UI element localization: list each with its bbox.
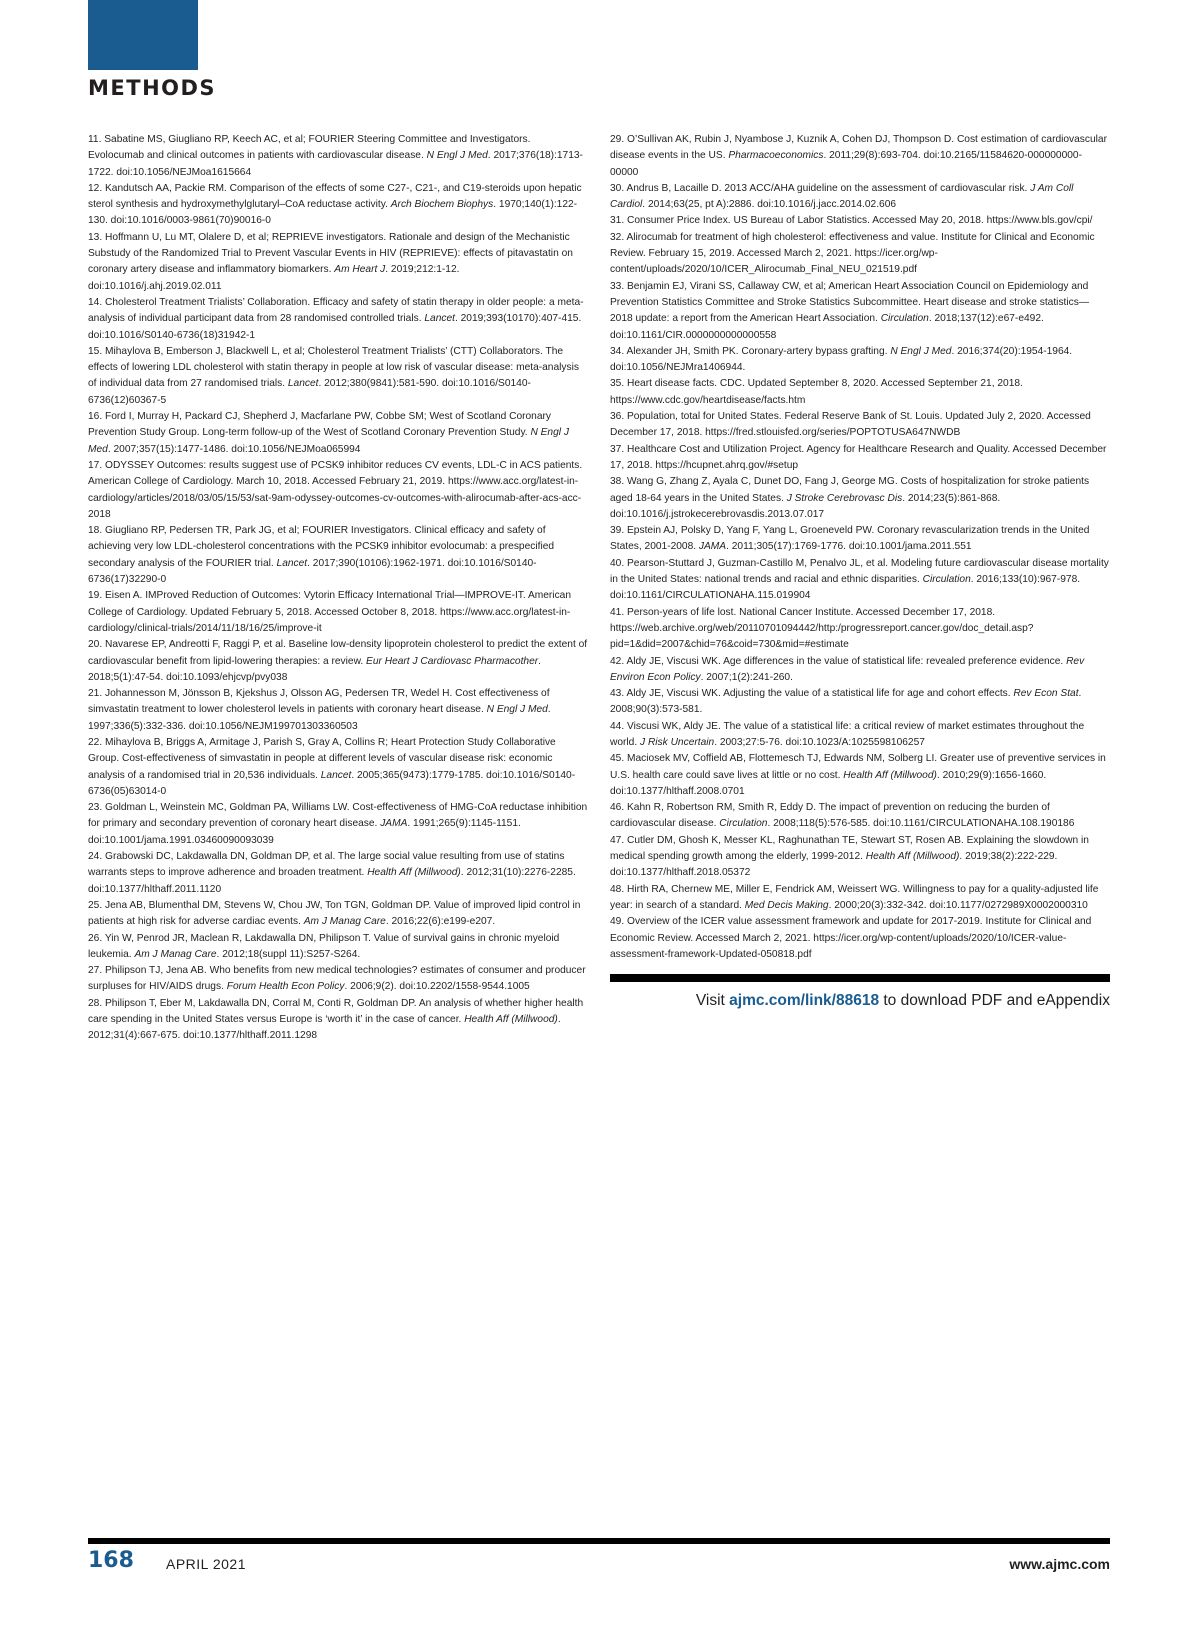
reference-text: Epstein AJ, Polsky D, Yang F, Yang L, Groeneveld PW. Coronary revascularization trends in the United States, 2001-2008. [610, 525, 1090, 553]
reference-item [610, 230, 1110, 279]
reference-number: 24. [88, 851, 103, 863]
reference-citation: . 2014;23(5):861-868. doi:10.1016/j.jstrokecerebrovasdis.2013.07.017 [610, 492, 1001, 520]
reference-journal: Health Aff (Millwood) [464, 1014, 558, 1026]
reference-citation: . 2017;376(18):1713-1722. doi:10.1056/NEJMoa1615664 [88, 150, 583, 178]
reference-text: Giugliano RP, Pedersen TR, Park JG, et al; FOURIER Investigators. Clinical efficacy and safety of achieving very low LDL-cholesterol concentrations with the PCSK9 inhibitor evolocumab: a prespecified secondary analysis of the FOURIER trial. [88, 525, 555, 569]
reference-number: 32. [610, 231, 625, 243]
reference-citation: . 2012;31(4):667-675. doi:10.1377/hlthaff.2011.1298 [88, 1014, 561, 1042]
reference-text: Benjamin EJ, Virani SS, Callaway CW, et al; American Heart Association Council on Epidemiology and Prevention Statistics Committee and Stroke Statistics Subcommittee. Heart disease and stroke statistics—2018 update: a report from the American Heart Association. [610, 280, 1090, 325]
reference-item [610, 800, 1110, 833]
reference-journal: Health Aff (Millwood) [367, 867, 461, 879]
reference-number: 25. [88, 899, 103, 911]
reference-number: 49. [610, 916, 625, 928]
reference-text: Hirth RA, Chernew ME, Miller E, Fendrick AM, Weissert WG. Willingness to pay for a quality-adjusted life year: in search of a standard. [610, 883, 1099, 911]
reference-text: Population, total for United States. Federal Reserve Bank of St. Louis. Updated July 2, 2020. Accessed December 17, 2018. https://fred.stlouisfed.org/series/POPTOTUSA647NWDB [610, 411, 1091, 439]
reference-journal: N Engl J Med [486, 704, 548, 716]
page-number: 168 [88, 1548, 134, 1573]
reference-text: Philipson T, Eber M, Lakdawalla DN, Corral M, Conti R, Goldman DP. An analysis of whether higher health care spending in the United States versus Europe is ‘worth it’ in the case of cancer. [88, 997, 584, 1026]
reference-citation: . 2019;212:1-12. doi:10.1016/j.ahj.2019.02.011 [88, 264, 460, 292]
reference-citation: . 2019;38(2):222-229. doi:10.1377/hlthaff.2018.05372 [610, 851, 1058, 879]
reference-journal: Am J Manag Care [134, 948, 217, 960]
reference-journal: Forum Health Econ Policy [226, 981, 345, 993]
footer-divider [88, 1538, 1110, 1544]
reference-item [88, 931, 588, 964]
reference-journal: Rev Econ Stat [1013, 688, 1079, 700]
reference-number: 21. [88, 688, 103, 700]
reference-journal: Rev Environ Econ Policy [610, 655, 1085, 683]
reference-item [88, 230, 588, 295]
reference-number: 46. [610, 802, 625, 814]
reference-citation: . 1991;265(9):1145-1151. doi:10.1001/jama.1991.03460090093039 [88, 818, 521, 846]
reference-journal: Eur Heart J Cardiovasc Pharmacother [366, 655, 539, 667]
reference-text: Sabatine MS, Giugliano RP, Keech AC, et al; FOURIER Steering Committee and Investigators. Evolocumab and clinical outcomes in patients with cardiovascular disease. [88, 134, 531, 162]
reference-number: 34. [610, 345, 625, 357]
reference-item [610, 409, 1110, 442]
reference-number: 35. [610, 378, 625, 390]
reference-item [88, 996, 588, 1045]
reference-number: 29. [610, 134, 625, 145]
reference-number: 16. [88, 411, 103, 423]
reference-citation: . 2016;133(10):967-978. doi:10.1161/CIRCULATIONAHA.115.019904 [610, 574, 1081, 602]
reference-journal: Health Aff (Millwood) [865, 851, 960, 863]
site-url[interactable]: www.ajmc.com [1009, 1556, 1110, 1572]
reference-journal: Lancet [287, 378, 319, 390]
reference-number: 12. [88, 182, 103, 194]
reference-citation: . 2016;22(6):e199-e207. [385, 916, 496, 928]
reference-item [88, 849, 588, 898]
reference-item [610, 213, 1110, 229]
reference-journal: Circulation [922, 574, 971, 586]
reference-text: Cholesterol Treatment Trialists’ Collaboration. Efficacy and safety of statin therapy in older people: a meta-analysis of individual participant data from 28 randomised controlled trials. [88, 296, 584, 325]
reference-number: 30. [610, 182, 625, 194]
reference-journal: J Am Coll Cardiol [610, 182, 1074, 211]
reference-item [88, 637, 588, 686]
reference-item [88, 898, 588, 931]
reference-item [88, 588, 588, 637]
section-title: METHODS [88, 76, 217, 100]
reference-number: 37. [610, 443, 625, 455]
reference-text: Kahn R, Robertson RM, Smith R, Eddy D. The impact of prevention on reducing the burden of cardiovascular disease. [610, 802, 1050, 830]
reference-item [88, 409, 588, 458]
reference-journal: Am J Manag Care [303, 916, 386, 928]
download-link[interactable]: ajmc.com/link/88618 [729, 992, 880, 1009]
reference-citation: . 2018;137(12):e67-e492. doi:10.1161/CIR.0000000000000558 [610, 313, 1044, 341]
reference-item [88, 295, 588, 344]
reference-number: 26. [88, 932, 103, 944]
issue-date: APRIL 2021 [166, 1556, 246, 1572]
reference-text: Viscusi WK, Aldy JE. The value of a statistical life: a critical review of market estimates throughout the world. [610, 720, 1085, 748]
reference-text: Philipson TJ, Jena AB. Who benefits from new medical technologies? estimates of consumer and producer surpluses for HIV/AIDS drugs. [88, 965, 586, 993]
reference-text: O’Sullivan AK, Rubin J, Nyambose J, Kuznik A, Cohen DJ, Thompson D. Cost estimation of cardiovascular disease events in the US. [610, 134, 1107, 162]
reference-text: Mihaylova B, Briggs A, Armitage J, Parish S, Gray A, Collins R; Heart Protection Study Collaborative Group. Cost-effectiveness of simvastatin in people at different levels of vascular disease risk: economic analysis of a randomised trial in 20,536 individuals. [88, 736, 556, 781]
reference-journal: N Engl J Med [88, 427, 569, 455]
reference-citation: . 1970;140(1):122-130. doi:10.1016/0003-9861(70)90016-0 [88, 199, 578, 227]
reference-item [88, 132, 588, 181]
reference-number: 17. [88, 459, 103, 471]
reference-number: 43. [610, 688, 625, 700]
reference-citation: . 2007;1(2):241-260. [700, 671, 793, 683]
reference-journal: Arch Biochem Biophys [390, 199, 494, 211]
reference-number: 38. [610, 476, 625, 488]
reference-citation: . 1997;336(5):332-336. doi:10.1056/NEJM199701303360503 [88, 704, 551, 732]
reference-number: 45. [610, 753, 625, 765]
reference-item [610, 181, 1110, 214]
reference-journal: Pharmacoeconomics [728, 150, 824, 162]
reference-number: 47. [610, 834, 625, 846]
reference-number: 48. [610, 883, 625, 895]
reference-journal: N Engl J Med [890, 345, 952, 357]
reference-item [610, 719, 1110, 752]
reference-item [88, 181, 588, 230]
reference-number: 13. [88, 231, 103, 243]
reference-text: Jena AB, Blumenthal DM, Stevens W, Chou JW, Ton TGN, Goldman DP. Value of improved lipid control in patients at high risk for adverse cardiac events. [88, 899, 581, 928]
section-color-tab [88, 0, 198, 70]
reference-text: Aldy JE, Viscusi WK. Age differences in the value of statistical life: revealed preference evidence. [626, 655, 1067, 667]
reference-text: ODYSSEY Outcomes: results suggest use of PCSK9 inhibitor reduces CV events, LDL-C in ACS patients. American College of Cardiology. March 10, 2018. Accessed February 21, 2019. https://www.acc.org/latest-in-cardiology/articles/2018/03/05/15/53/sat-9am-odyssey-outcomes-cv-outcomes-with-alirocumab-after-acs-acc-2018 [88, 459, 583, 520]
reference-citation: . 2010;29(9):1656-1660. doi:10.1377/hlthaff.2008.0701 [610, 769, 1047, 797]
reference-text: Overview of the ICER value assessment framework and update for 2017-2019. Institute for Clinical and Economic Review. Accessed March 2, 2021. https://icer.org/wp-content/uploads/2020/10/ICER-value-assessment-framework-Updated-050818.pdf [610, 916, 1092, 960]
reference-citation: . 2008;118(5):576-585. doi:10.1161/CIRCULATIONAHA.108.190186 [767, 818, 1075, 830]
reference-item [610, 605, 1110, 654]
reference-citation: . 2012;380(9841):581-590. doi:10.1016/S0140-6736(12)60367-5 [88, 378, 531, 406]
download-suffix: to download PDF and eAppendix [879, 992, 1110, 1009]
reference-journal: Circulation [880, 313, 929, 325]
reference-item [88, 344, 588, 409]
reference-citation: . 2006;9(2). doi:10.2202/1558-9544.1005 [344, 981, 530, 993]
reference-journal: Circulation [719, 818, 768, 830]
reference-item [88, 735, 588, 800]
reference-journal: N Engl J Med [426, 150, 488, 162]
reference-text: Wang G, Zhang Z, Ayala C, Dunet DO, Fang J, George MG. Costs of hospitalization for stroke patients aged 18-64 years in the United States. [610, 476, 1090, 504]
reference-journal: Lancet [424, 313, 455, 325]
reference-citation: . 2007;357(15):1477-1486. doi:10.1056/NEJMoa065994 [107, 443, 361, 455]
reference-text: Aldy JE, Viscusi WK. Adjusting the value of a statistical life for age and cohort effects. [626, 688, 1014, 700]
reference-text: Alirocumab for treatment of high cholesterol: effectiveness and value. Institute for Clinical and Economic Review. February 15, 2019. Accessed March 2, 2021. https://icer.org/wp-content/uploads/2020/10/ICER_Alirocumab_Final_NEU_021519.pdf [610, 231, 1095, 276]
reference-journal: Health Aff (Millwood) [843, 769, 937, 781]
reference-item [88, 458, 588, 523]
reference-text: Kandutsch AA, Packie RM. Comparison of the effects of some C27-, C21-, and C19-steroids upon hepatic sterol synthesis and hydroxymethylglutaryl–CoA reductase activity. [88, 182, 582, 211]
download-callout [610, 992, 1110, 1010]
reference-list-right-column [610, 132, 1110, 963]
reference-number: 14. [88, 296, 103, 308]
reference-text: Cutler DM, Ghosh K, Messer KL, Raghunathan TE, Stewart ST, Rosen AB. Explaining the slowdown in medical spending growth among the elderly, 1999-2012. [610, 834, 1089, 863]
reference-item [610, 751, 1110, 800]
reference-citation: . 2005;365(9473):1779-1785. doi:10.1016/S0140-6736(05)63014-0 [88, 769, 576, 797]
reference-journal: JAMA [380, 818, 408, 830]
reference-number: 23. [88, 802, 103, 814]
reference-number: 27. [88, 965, 103, 977]
reference-number: 18. [88, 525, 103, 537]
reference-journal: J Stroke Cerebrovasc Dis [786, 492, 903, 504]
reference-text: Heart disease facts. CDC. Updated September 8, 2020. Accessed September 21, 2018. https://www.cdc.gov/heartdisease/facts.htm [610, 378, 1023, 406]
reference-citation: . 2011;29(8):693-704. doi:10.2165/11584620-000000000-00000 [610, 150, 1082, 178]
download-prefix: Visit [695, 992, 730, 1009]
reference-item [610, 474, 1110, 523]
reference-number: 11. [88, 134, 102, 145]
reference-text: Maciosek MV, Coffield AB, Flottemesch TJ, Edwards NM, Solberg LI. Greater use of preventive services in U.S. health care could save lives at little or no cost. [610, 753, 1106, 781]
reference-number: 40. [610, 557, 625, 569]
reference-citation: . 2003;27:5-76. doi:10.1023/A:1025598106257 [714, 736, 925, 748]
reference-item [88, 800, 588, 849]
reference-text: Healthcare Cost and Utilization Project. Agency for Healthcare Research and Quality. Accessed December 17, 2018. https://hcupnet.ahrq.gov/#setup [610, 443, 1107, 471]
reference-citation: . 2000;20(3):332-342. doi:10.1177/0272989X0002000310 [828, 899, 1088, 911]
reference-text: Navarese EP, Andreotti F, Raggi P, et al. Baseline low-density lipoprotein cholesterol to predict the extent of cardiovascular benefit from lipid-lowering therapies: a review. [88, 639, 588, 667]
download-divider [610, 974, 1110, 982]
reference-text: Pearson-Stuttard J, Guzman-Castillo M, Penalvo JL, et al. Modeling future cardiovascular disease mortality in the United States: national trends and racial and ethnic disparities. [610, 557, 1109, 586]
reference-text: Goldman L, Weinstein MC, Goldman PA, Williams LW. Cost-effectiveness of HMG-CoA reductase inhibition for primary and secondary prevention of coronary heart disease. [88, 802, 588, 830]
reference-item [610, 523, 1110, 556]
reference-number: 36. [610, 411, 625, 423]
reference-citation: . 2019;393(10170):407-415. doi:10.1016/S0140-6736(18)31942-1 [88, 313, 582, 341]
reference-item [610, 279, 1110, 344]
reference-journal: Am Heart J [334, 264, 386, 276]
reference-text: Yin W, Penrod JR, Maclean R, Lakdawalla DN, Philipson T. Value of survival gains in chronic myeloid leukemia. [88, 932, 560, 960]
reference-text: Johannesson M, Jönsson B, Kjekshus J, Olsson AG, Pedersen TR, Wedel H. Cost effectiveness of simvastatin treatment to lower cholesterol levels in patients with coronary heart disease. [88, 688, 550, 716]
reference-citation: . 2017;390(10106):1962-1971. doi:10.1016/S0140-6736(17)32290-0 [88, 557, 537, 586]
reference-item [610, 132, 1110, 181]
reference-journal: Lancet [276, 557, 308, 569]
reference-journal: Lancet [320, 769, 352, 781]
reference-number: 39. [610, 525, 625, 537]
reference-item [88, 963, 588, 996]
reference-text: Consumer Price Index. US Bureau of Labor Statistics. Accessed May 20, 2018. https://www.bls.gov/cpi/ [627, 215, 1093, 227]
reference-citation: . 2016;374(20):1954-1964. doi:10.1056/NEJMra1406944. [610, 345, 1073, 374]
reference-citation: . 2012;31(10):2276-2285. doi:10.1377/hlthaff.2011.1120 [88, 867, 576, 895]
reference-journal: J Risk Uncertain [640, 736, 715, 748]
reference-item [610, 376, 1110, 409]
reference-text: Person-years of life lost. National Cancer Institute. Accessed December 17, 2018. https://web.archive.org/web/20110701094442/http:/progressreport.cancer.gov/doc_detail.asp?pid=1&did=2007&chid=76&coid=730&mid=#estimate [610, 606, 1034, 651]
reference-item [610, 882, 1110, 915]
reference-item [88, 523, 588, 588]
reference-number: 19. [88, 590, 103, 602]
reference-number: 28. [88, 997, 103, 1009]
reference-number: 15. [88, 345, 103, 357]
reference-text: Grabowski DC, Lakdawalla DN, Goldman DP, et al. The large social value resulting from use of statins warrants steps to improve adherence and broaden treatment. [88, 851, 565, 879]
reference-text: Eisen A. IMProved Reduction of Outcomes: Vytorin Efficacy International Trial—IMPROVE-IT. American College of Cardiology. Updated February 5, 2018. Accessed October 8, 2018. https://www.acc.org/latest-in-cardiology/clinical-trials/2014/11/18/16/25/improve-it [88, 590, 571, 634]
reference-list-left-column [88, 132, 588, 1045]
reference-text: Andrus B, Lacaille D. 2013 ACC/AHA guideline on the assessment of cardiovascular risk. [626, 182, 1031, 194]
reference-item [610, 556, 1110, 605]
reference-journal: JAMA [698, 541, 727, 553]
reference-text: Hoffmann U, Lu MT, Olalere D, et al; REPRIEVE investigators. Rationale and design of the Mechanistic Substudy of the Randomized Trial to Prevent Vascular Events in HIV (REPRIEVE): effects of pitavastatin on coronary artery disease and inflammatory biomarkers. [88, 231, 573, 276]
reference-number: 42. [610, 655, 625, 667]
reference-text: Ford I, Murray H, Packard CJ, Shepherd J, Macfarlane PW, Cobbe SM; West of Scotland Coronary Prevention Study Group. Long-term follow-up of the West of Scotland Coronary Prevention Study. [88, 411, 551, 439]
reference-item [610, 344, 1110, 377]
reference-number: 44. [610, 720, 625, 732]
reference-number: 22. [88, 736, 103, 748]
reference-item [610, 686, 1110, 719]
reference-text: Mihaylova B, Emberson J, Blackwell L, et al; Cholesterol Treatment Trialists’ (CTT) Collaborators. The effects of lowering LDL cholesterol with statin therapy in people at low risk of vascular disease: meta-analysis of individual data from 27 randomised trials. [88, 345, 579, 390]
reference-number: 33. [610, 280, 625, 292]
reference-citation: . 2011;305(17):1769-1776. doi:10.1001/jama.2011.551 [726, 541, 972, 553]
reference-item [610, 914, 1110, 963]
reference-citation: . 2014;63(25, pt A):2886. doi:10.1016/j.jacc.2014.02.606 [642, 199, 897, 211]
reference-number: 31. [610, 215, 625, 227]
reference-item [88, 686, 588, 735]
reference-text: Alexander JH, Smith PK. Coronary-artery bypass grafting. [626, 345, 891, 357]
reference-journal: Med Decis Making [744, 899, 829, 911]
reference-citation: . 2012;18(suppl 11):S257-S264. [216, 948, 361, 960]
reference-citation: . 2008;90(3):573-581. [610, 688, 1082, 716]
reference-item [610, 654, 1110, 687]
reference-item [610, 442, 1110, 475]
reference-number: 20. [88, 639, 103, 651]
reference-item [610, 833, 1110, 882]
reference-citation: . 2018;5(1):47-54. doi:10.1093/ehjcvp/pvy038 [88, 655, 541, 683]
reference-number: 41. [610, 606, 625, 618]
